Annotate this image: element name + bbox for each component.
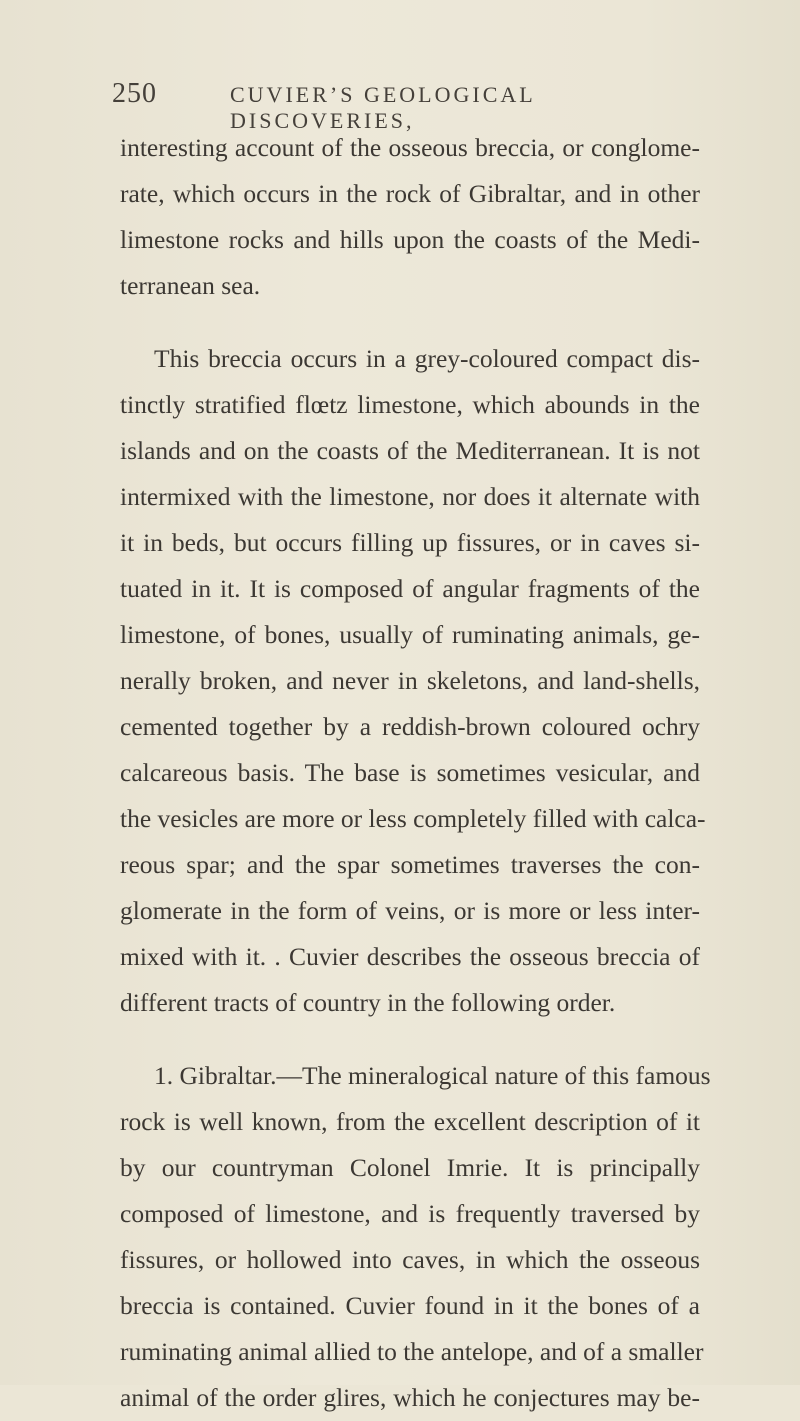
running-head: CUVIER’S GEOLOGICAL DISCOVERIES,: [230, 82, 535, 133]
body-text: [120, 125, 711, 1421]
text-line: rate, which occurs in the rock of Gibraltar, and in other: [120, 179, 700, 208]
text-line: the vesicles are more or less completely filled with calca-: [120, 804, 706, 833]
paragraph-gap: [120, 1026, 700, 1053]
page-header: [112, 78, 712, 133]
text-line: rock is well known, from the excellent description of it: [120, 1107, 700, 1136]
text-line: different tracts of country in the following order.: [120, 988, 616, 1017]
text-line: interesting account of the osseous breccia, or conglome-: [120, 133, 700, 162]
text-line: limestone rocks and hills upon the coasts of the Medi-: [120, 225, 700, 254]
page-number: 250: [112, 78, 157, 109]
text-line: tuated in it. It is composed of angular fragments of the: [120, 574, 700, 603]
paragraph-gap: [120, 309, 700, 336]
text-line: calcareous basis. The base is sometimes vesicular, and: [120, 758, 700, 787]
text-line: glomerate in the form of veins, or is more or less inter-: [120, 896, 700, 925]
text-line: it in beds, but occurs filling up fissures, or in caves si-: [120, 528, 700, 557]
text-line: 1. Gibraltar.—The mineralogical nature of this famous: [154, 1061, 711, 1090]
text-line: intermixed with the limestone, nor does it alternate with: [120, 482, 700, 511]
text-line: animal of the order glires, which he conjectures may be-: [120, 1383, 700, 1412]
text-line: limestone, of bones, usually of ruminating animals, ge-: [120, 620, 700, 649]
text-line: ruminating animal allied to the antelope, and of a smaller: [120, 1337, 704, 1366]
text-line: mixed with it. . Cuvier describes the osseous breccia of: [120, 942, 700, 971]
paragraph-3: [120, 1053, 711, 1421]
text-line: nerally broken, and never in skeletons, and land-shells,: [120, 666, 700, 695]
paragraph-1: [120, 125, 700, 309]
text-line: breccia is contained. Cuvier found in it the bones of a: [120, 1291, 700, 1320]
text-line: fissures, or hollowed into caves, in which the osseous: [120, 1245, 700, 1274]
text-line: islands and on the coasts of the Mediterranean. It is not: [120, 436, 700, 465]
text-line: composed of limestone, and is frequently traversed by: [120, 1199, 700, 1228]
text-line: This breccia occurs in a grey-coloured compact dis-: [154, 344, 700, 373]
text-line: tinctly stratified flœtz limestone, which abounds in the: [120, 390, 700, 419]
text-line: by our countryman Colonel Imrie. It is principally: [120, 1153, 700, 1182]
paragraph-2: [120, 336, 706, 1026]
text-line: terranean sea.: [120, 271, 261, 300]
text-line: reous spar; and the spar sometimes traverses the con-: [120, 850, 700, 879]
text-line: cemented together by a reddish-brown coloured ochry: [120, 712, 700, 741]
